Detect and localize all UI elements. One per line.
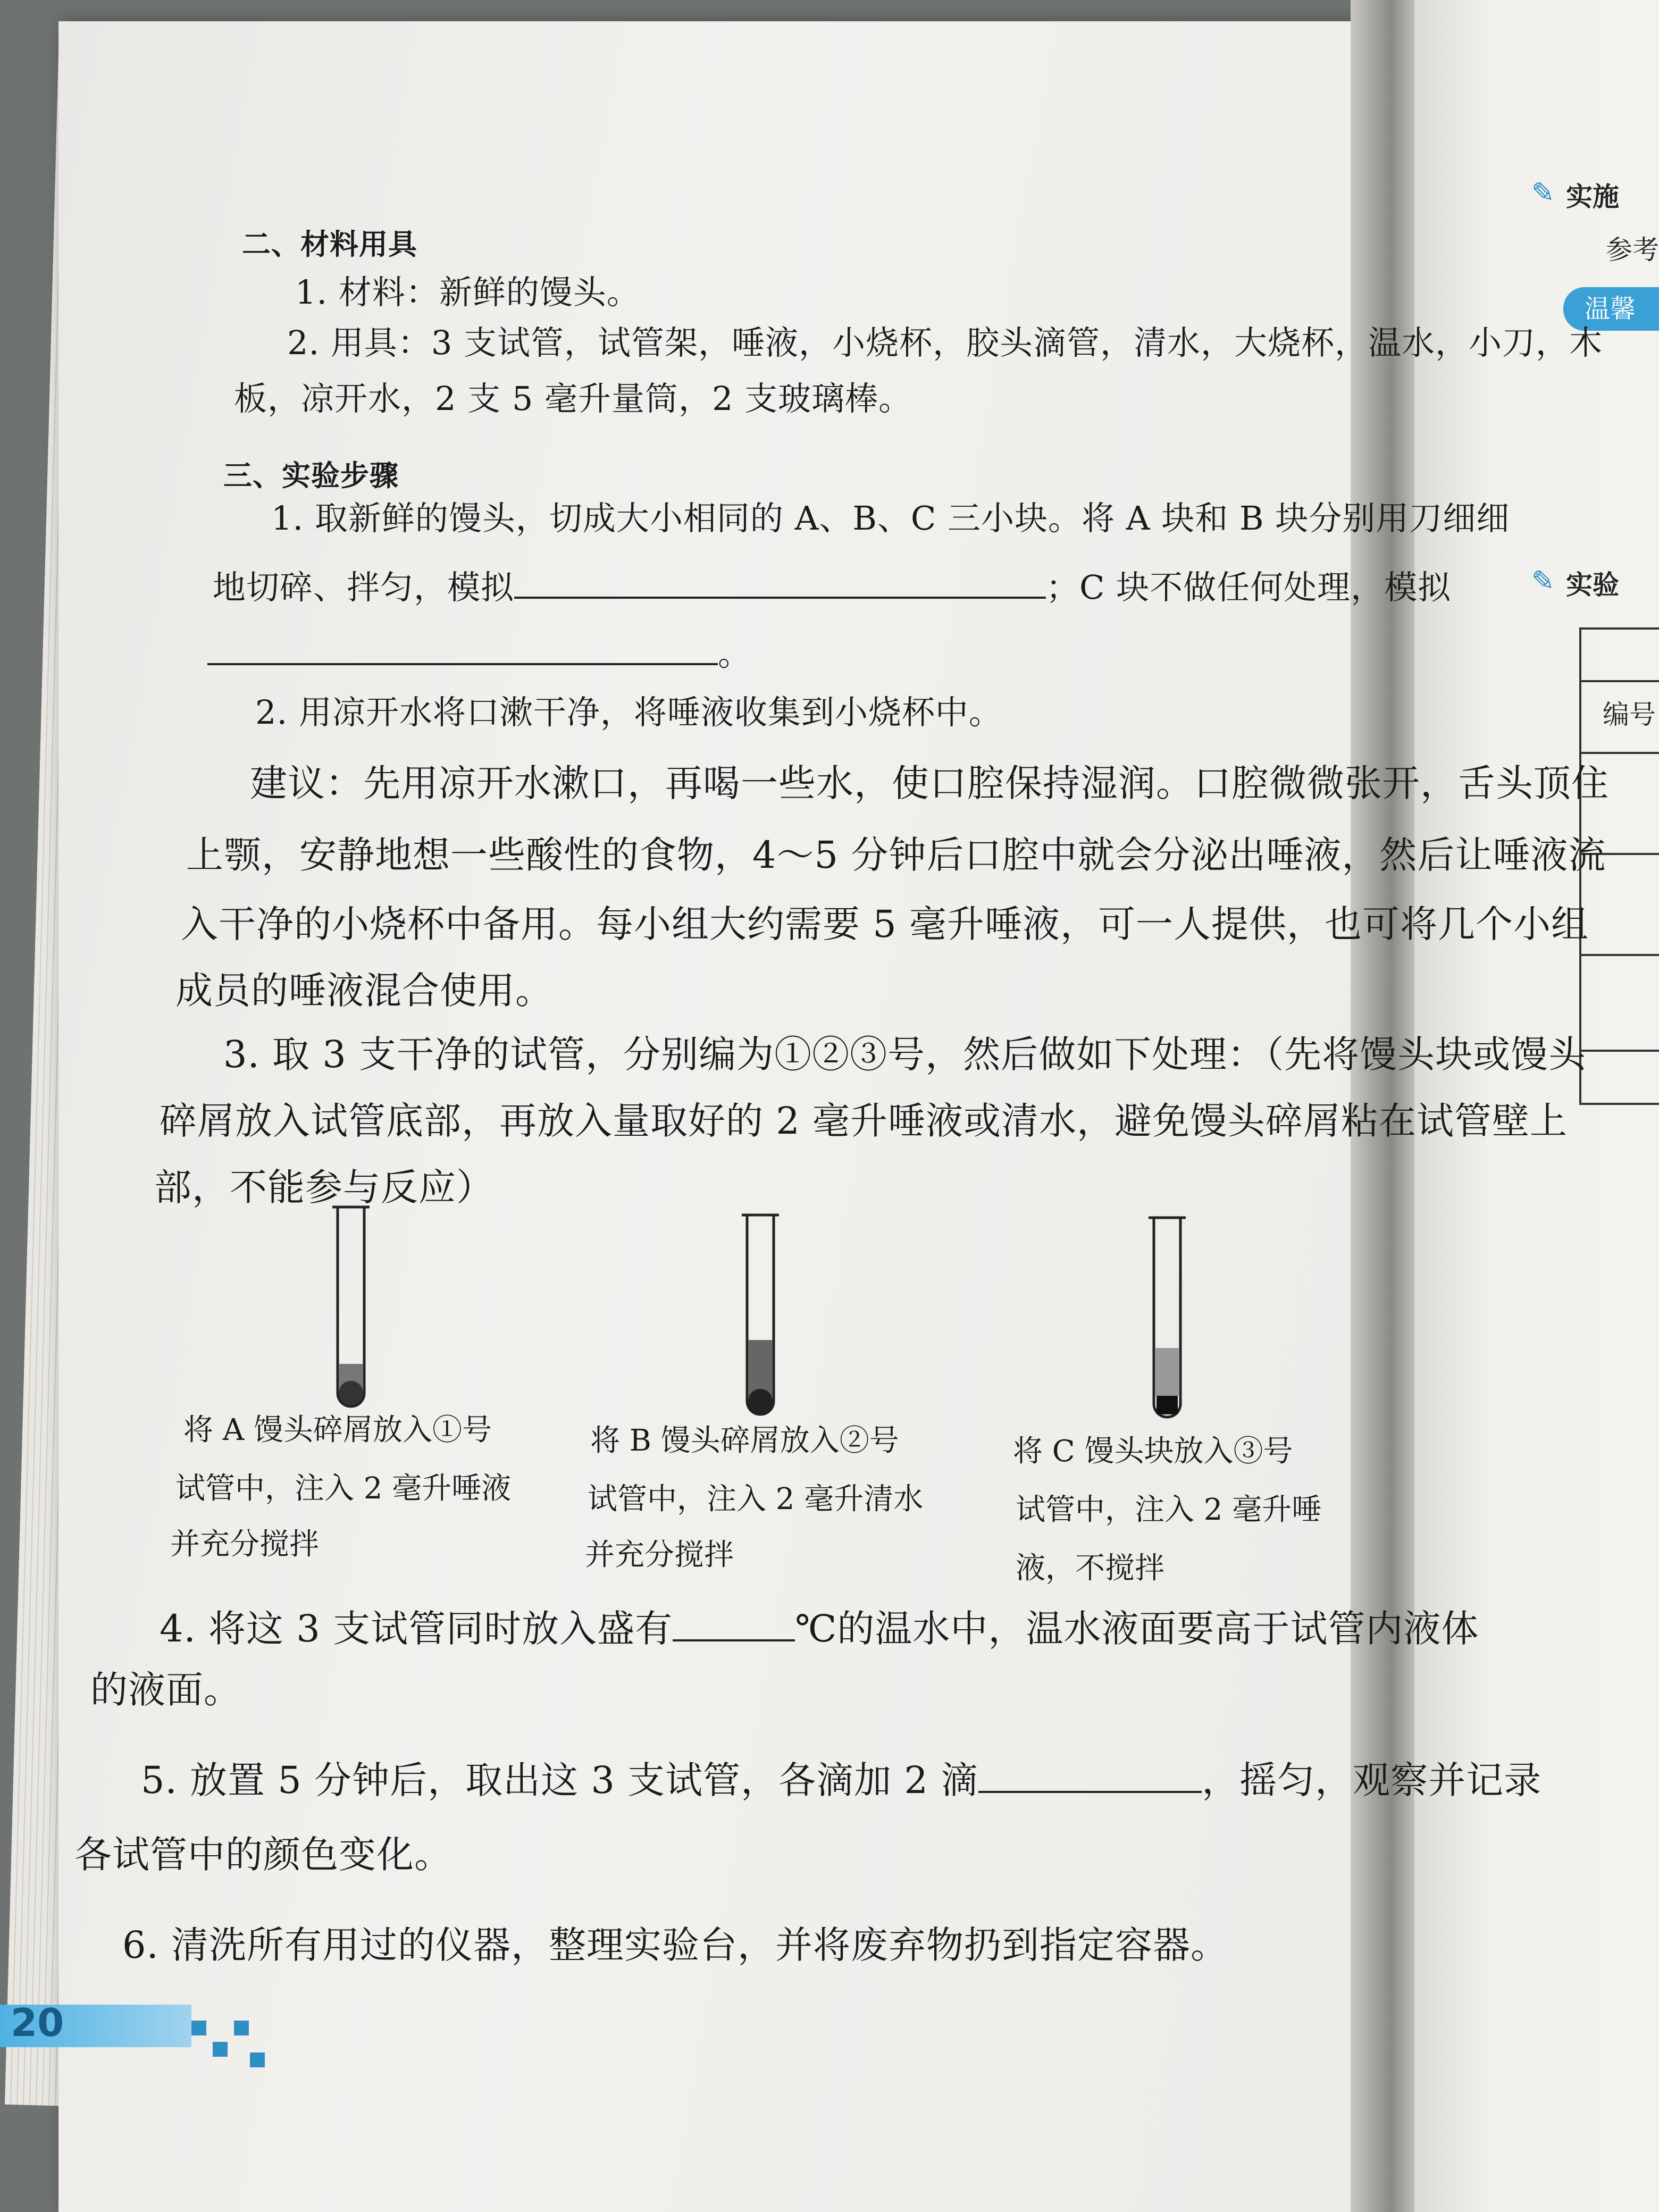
decor-pixel — [234, 2021, 249, 2035]
step-4-text-b: ℃的温水中，温水液面要高于试管内液体 — [795, 1607, 1479, 1650]
step-1-text-c: 。 — [718, 634, 752, 673]
suggestion-line-3: 入干净的小烧杯中备用。每小组大约需要 5 毫升唾液，可一人提供，也可将几个小组 — [181, 902, 1589, 946]
answer-blank-temperature[interactable] — [673, 1613, 795, 1641]
step-5-text-b: ，摇匀，观察并记录 — [1202, 1758, 1542, 1802]
test-tube-3 — [1143, 1215, 1191, 1428]
step-3-line-3: 部，不能参与反应） — [154, 1166, 494, 1209]
step-2: 2. 用凉开水将口漱干净，将唾液收集到小烧杯中。 — [255, 693, 1002, 732]
tube-2-caption-line-2: 试管中，注入 2 毫升清水 — [588, 1482, 924, 1516]
tube-3-caption-line-3: 液，不搅拌 — [1016, 1551, 1164, 1586]
answer-blank-2[interactable] — [207, 636, 718, 665]
materials-item-2-line-2: 板，凉开水，2 支 5 毫升量筒，2 支玻璃棒。 — [234, 379, 912, 418]
materials-heading: 二、材料用具 — [242, 228, 417, 261]
step-5-text-a: 5. 放置 5 分钟后，取出这 3 支试管，各滴加 2 滴 — [141, 1758, 979, 1802]
step-1-line-1: 1. 取新鲜的馒头，切成大小相同的 A、B、C 三小块。将 A 块和 B 块分别用刀细细 — [271, 499, 1510, 538]
answer-blank-1[interactable] — [514, 570, 1046, 599]
right-title-2: 实验 — [1566, 569, 1619, 600]
right-text-1: 参考 — [1606, 234, 1659, 265]
step-4-text-a: 4. 将这 3 支试管同时放入盛有 — [160, 1607, 673, 1650]
suggestion-line-4: 成员的唾液混合使用。 — [175, 969, 553, 1012]
right-title-1: 实施 — [1566, 181, 1619, 212]
decor-pixel — [250, 2052, 265, 2067]
tube-3-caption-line-2: 试管中，注入 2 毫升唾 — [1016, 1493, 1322, 1527]
materials-item-2-line-1: 2. 用具：3 支试管，试管架，唾液，小烧杯，胶头滴管，清水，大烧杯，温水，小刀，木 — [287, 323, 1603, 362]
tube-1-caption-line-1: 将 A 馒头碎屑放入①号 — [183, 1413, 492, 1447]
pencil-icon: ✎ — [1531, 565, 1555, 597]
materials-item-1: 1. 材料：新鲜的馒头。 — [295, 273, 640, 312]
suggestion-line-2: 上颚，安静地想一些酸性的食物，4～5 分钟后口腔中就会分泌出唾液，然后让唾液流 — [186, 833, 1606, 877]
test-tube-1 — [327, 1204, 375, 1417]
step-4-line-2: 的液面。 — [90, 1668, 241, 1712]
step-1-line-3 — [207, 633, 751, 675]
step-3-line-1: 3. 取 3 支干净的试管，分别编为①②③号，然后做如下处理：（先将馒头块或馒头 — [223, 1033, 1587, 1076]
tube-2-caption-line-1: 将 B 馒头碎屑放入②号 — [590, 1423, 899, 1458]
answer-blank-reagent[interactable] — [978, 1764, 1202, 1793]
page-number: 20 — [11, 2000, 64, 2045]
step-1-text-a: 地切碎、拌匀，模拟 — [213, 568, 515, 607]
tube-1-caption-line-2: 试管中，注入 2 毫升唾液 — [175, 1471, 512, 1506]
steps-heading: 三、实验步骤 — [223, 459, 399, 492]
tube-1-caption-line-3: 并充分搅拌 — [170, 1527, 319, 1562]
step-1-text-b: ；C 块不做任何处理，模拟 — [1046, 568, 1452, 607]
step-5-line-2: 各试管中的颜色变化。 — [74, 1833, 452, 1876]
pencil-icon: ✎ — [1531, 177, 1555, 209]
step-3-line-2: 碎屑放入试管底部，再放入量取好的 2 毫升唾液或清水，避免馒头碎屑粘在试管壁上 — [160, 1099, 1568, 1143]
tube-2-caption-line-3: 并充分搅拌 — [585, 1538, 734, 1572]
decor-pixel — [213, 2042, 228, 2057]
step-1-line-2 — [213, 566, 1451, 609]
right-table-header: 编号 — [1603, 699, 1656, 730]
decor-pixel — [191, 2021, 206, 2035]
step-5-line-1 — [141, 1755, 1541, 1806]
step-4-line-1 — [160, 1603, 1479, 1654]
step-6: 6. 清洗所有用过的仪器，整理实验台，并将废弃物扔到指定容器。 — [122, 1923, 1229, 1967]
tube-3-caption-line-1: 将 C 馒头块放入③号 — [1013, 1434, 1293, 1469]
right-tip-pill: 温馨 — [1563, 287, 1659, 331]
test-tube-2 — [736, 1212, 784, 1425]
suggestion-line-1: 建议：先用凉开水漱口，再喝一些水，使口腔保持湿润。口腔微微张开，舌头顶住 — [250, 761, 1609, 805]
